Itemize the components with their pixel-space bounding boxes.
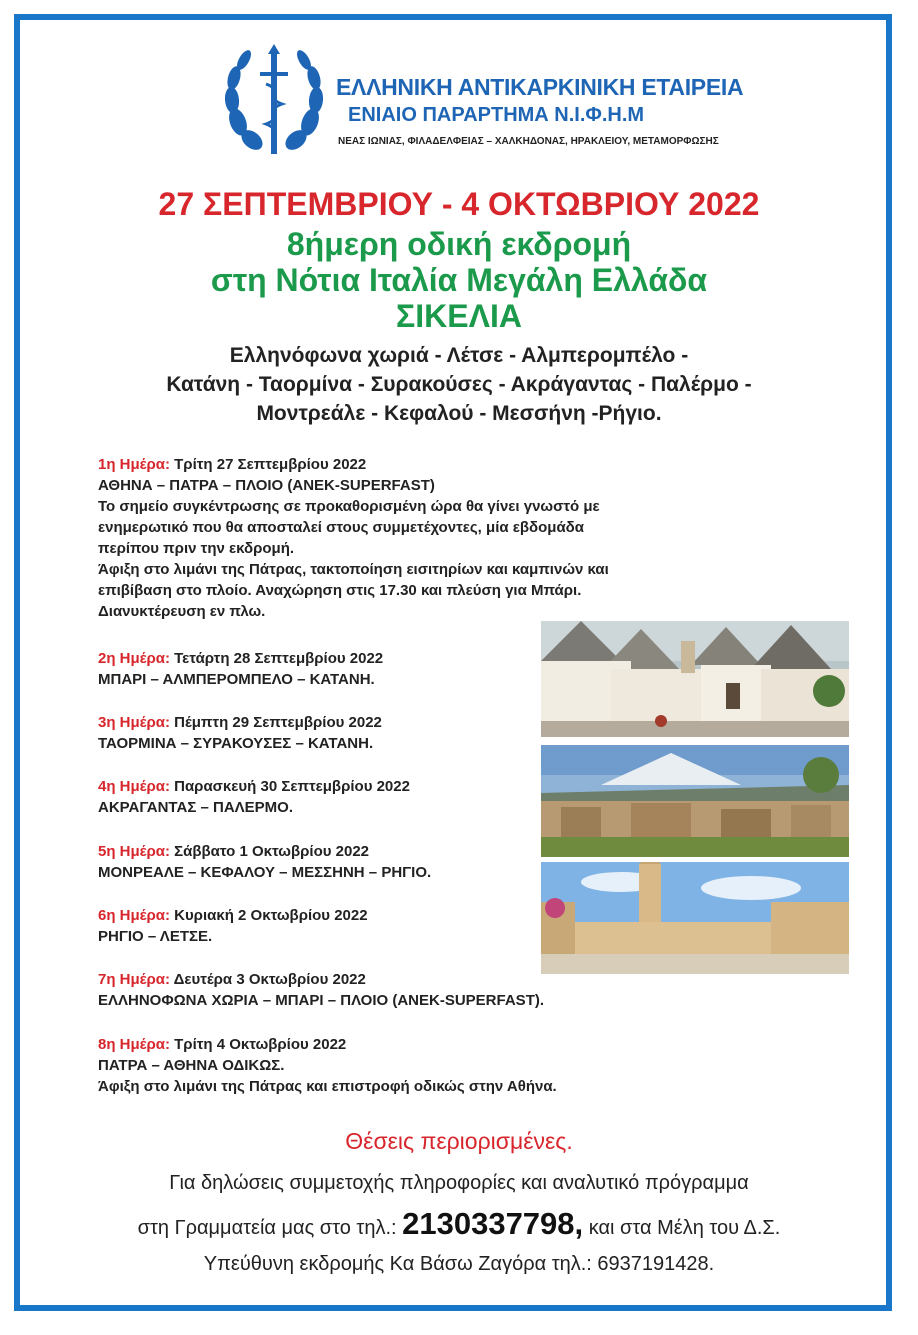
day-line: ΑΘΗΝΑ – ΠΑΤΡΑ – ΠΛΟΙΟ (ANEK-SUPERFAST) xyxy=(98,477,435,494)
day-line: Το σημείο συγκέντρωσης σε προκαθορισμένη ώρα θα γίνει γνωστό με xyxy=(98,498,600,515)
contact-line xyxy=(0,1206,918,1242)
day-date: Σάββατο 1 Οκτωβρίου 2022 xyxy=(169,843,370,860)
day-date: Τρίτη 27 Σεπτεμβρίου 2022 xyxy=(169,456,367,473)
itinerary-day-2 xyxy=(98,648,383,690)
day-line: Άφιξη στο λιμάνι της Πάτρας, τακτοποίηση εισιτηρίων και καμπινών και xyxy=(98,561,609,578)
branch-areas: ΝΕΑΣ ΙΩΝΙΑΣ, ΦΙΛΑΔΕΛΦΕΙΑΣ – ΧΑΛΚΗΔΟΝΑΣ, ΗΡΑΚΛΕΙΟΥ, ΜΕΤΑΜΟΡΦΩΣΗΣ xyxy=(338,136,719,147)
day-label: 6η Ημέρα: xyxy=(98,907,170,924)
itinerary-day-3 xyxy=(98,712,382,754)
registration-info: Για δηλώσεις συμμετοχής πληροφορίες και αναλυτικό πρόγραμμα xyxy=(169,1172,749,1194)
day-label: 5η Ημέρα: xyxy=(98,843,170,860)
organization-name: ΕΛΛΗΝΙΚΗ ΑΝΤΙΚΑΡΚΙΝΙΚΗ ΕΤΑΙΡΕΙΑ xyxy=(336,74,744,100)
trip-organizer: Υπεύθυνη εκδρομής Κα Βάσω Ζαγόρα τηλ.: 6937191428. xyxy=(203,1253,715,1275)
day-date: Δευτέρα 3 Οκτωβρίου 2022 xyxy=(169,971,366,988)
day-date: Τετάρτη 28 Σεπτεμβρίου 2022 xyxy=(169,650,384,667)
itinerary-day-1 xyxy=(98,454,609,622)
trip-title-line1: 8ήμερη οδική εκδρομή xyxy=(286,226,632,262)
day-line: ΕΛΛΗΝΟΦΩΝΑ ΧΩΡΙΑ – ΜΠΑΡΙ – ΠΛΟΙΟ (ANEK-SUPERFAST). xyxy=(98,992,545,1009)
places-line3: Μοντρεάλε - Κεφαλού - Μεσσήνη -Ρήγιο. xyxy=(256,402,662,425)
day-line: Άφιξη στο λιμάνι της Πάτρας και επιστροφή οδικώς στην Αθήνα. xyxy=(98,1078,557,1095)
contact-suffix: και στα Μέλη του Δ.Σ. xyxy=(583,1217,781,1239)
places-line1: Ελληνόφωνα χωριά - Λέτσε - Αλμπερομπέλο - xyxy=(229,344,689,367)
day-line: ΠΑΤΡΑ – ΑΘΗΝΑ ΟΔΙΚΩΣ. xyxy=(98,1057,285,1074)
day-line: επιβίβαση στο πλοίο. Αναχώρηση στις 17.30 και πλεύση για Μπάρι. xyxy=(98,582,582,599)
day-line: ΤΑΟΡΜΙΝΑ – ΣΥΡΑΚΟΥΣΕΣ – ΚΑΤΑΝΗ. xyxy=(98,735,374,752)
trip-title-line3: ΣΙΚΕΛΙΑ xyxy=(396,298,522,334)
places-line2: Κατάνη - Ταορμίνα - Συρακούσες - Ακράγαντας - Παλέρμο - xyxy=(166,373,752,396)
phone-number: 2130337798, xyxy=(402,1206,584,1241)
day-line: ΜΠΑΡΙ – ΑΛΜΠΕΡΟΜΠΕΛΟ – ΚΑΤΑΝΗ. xyxy=(98,671,375,688)
lecce-cathedral-photo xyxy=(541,862,849,974)
contact-prefix: στη Γραμματεία μας στο τηλ.: xyxy=(137,1217,403,1239)
day-label: 7η Ημέρα: xyxy=(98,971,170,988)
day-date: Κυριακή 2 Οκτωβρίου 2022 xyxy=(169,907,368,924)
day-label: 1η Ημέρα: xyxy=(98,456,170,473)
trip-dates: 27 ΣΕΠΤΕΜΒΡΙΟΥ - 4 ΟΚΤΩΒΡΙΟΥ 2022 xyxy=(158,186,760,222)
day-line: ΡΗΓΙΟ – ΛΕΤΣΕ. xyxy=(98,928,213,945)
day-label: 4η Ημέρα: xyxy=(98,778,170,795)
day-line: ΑΚΡΑΓΑΝΤΑΣ – ΠΑΛΕΡΜΟ. xyxy=(98,799,294,816)
limited-seats-notice: Θέσεις περιορισμένες. xyxy=(345,1128,573,1154)
day-label: 8η Ημέρα: xyxy=(98,1036,170,1053)
itinerary-day-8 xyxy=(98,1034,557,1097)
itinerary-day-5 xyxy=(98,841,431,883)
day-line: Διανυκτέρευση εν πλω. xyxy=(98,603,266,620)
day-line: ΜΟΝΡΕΑΛΕ – ΚΕΦΑΛΟΥ – ΜΕΣΣΗΝΗ – ΡΗΓΙΟ. xyxy=(98,864,432,881)
day-line: περίπου πριν την εκδρομή. xyxy=(98,540,295,557)
day-line: ενημερωτικό που θα αποσταλεί στους συμμετέχοντες, μία εβδομάδα xyxy=(98,519,584,536)
branch-name: ΕΝΙΑΙΟ ΠΑΡΑΡΤΗΜΑ Ν.Ι.Φ.Η.Μ xyxy=(348,104,645,126)
day-label: 2η Ημέρα: xyxy=(98,650,170,667)
day-date: Τρίτη 4 Οκτωβρίου 2022 xyxy=(169,1036,347,1053)
day-date: Πέμπτη 29 Σεπτεμβρίου 2022 xyxy=(169,714,382,731)
laurel-caduceus-icon xyxy=(218,44,330,160)
trip-title-line2: στη Νότια Ιταλία Μεγάλη Ελλάδα xyxy=(210,262,708,298)
itinerary-day-6 xyxy=(98,905,368,947)
itinerary-day-7 xyxy=(98,969,544,1011)
itinerary-day-4 xyxy=(98,776,410,818)
day-date: Παρασκευή 30 Σεπτεμβρίου 2022 xyxy=(169,778,410,795)
alberobello-trulli-photo xyxy=(541,621,849,737)
day-label: 3η Ημέρα: xyxy=(98,714,170,731)
taormina-theatre-photo xyxy=(541,745,849,857)
